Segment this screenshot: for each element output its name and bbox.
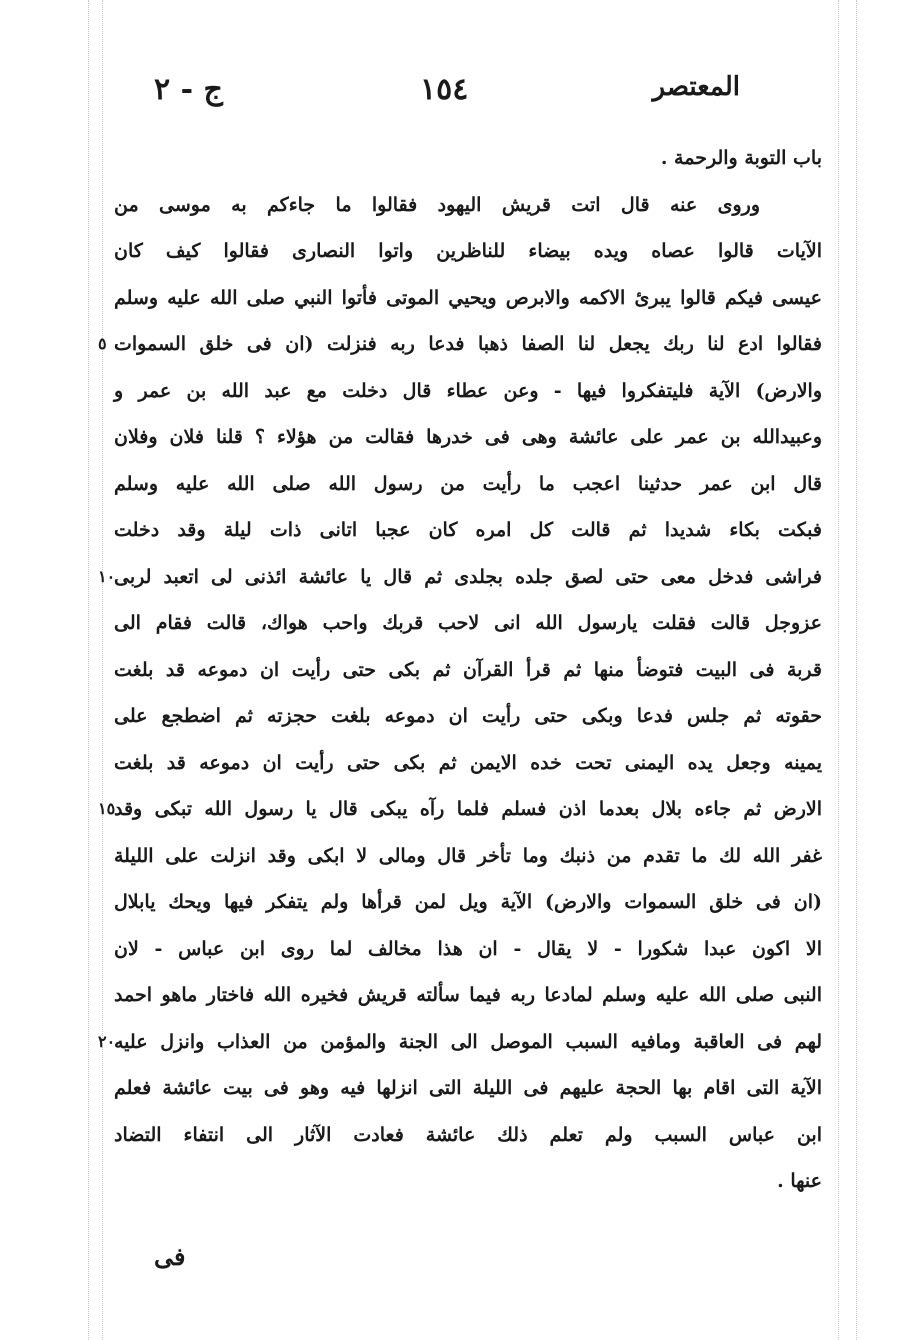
text-line <box>110 275 850 322</box>
text-line <box>110 879 850 926</box>
line-text: قال ابن عمر حدثينا اعجب ما رأيت من رسول الله صلى الله عليه وسلم <box>114 472 822 495</box>
catchword: فى <box>154 1242 186 1271</box>
text-line <box>110 693 850 740</box>
text-line <box>110 461 850 508</box>
scan-line <box>88 0 89 1340</box>
line-text: الا اكون عبدا شكورا - لا يقال - ان هذا مخالف لما روى ابن عباس - لان <box>114 937 822 960</box>
line-number-marker: ١٠ <box>98 566 116 586</box>
body-text <box>98 135 850 1205</box>
text-line <box>110 926 850 973</box>
line-text: فراشى فدخل معى حتى لصق جلده بجلدى ثم قال يا عائشة ائذنى لى اتعبد لربى <box>114 565 822 588</box>
line-text: عزوجل قالت فقلت يارسول الله انى لاحب قربك واحب هواك، قالت فقام الى <box>114 612 822 634</box>
line-text: عنها . <box>777 1170 822 1192</box>
line-text: وروى عنه قال اتت قريش اليهود فقالوا ما جاءكم به موسى من <box>114 193 760 216</box>
line-text: فبكت بكاء شديدا ثم قالت كل امره كان عجبا اتانى ذات ليلة وقد دخلت <box>114 519 822 541</box>
line-text: يمينه وجعل يده اليمنى تحت خده الايمن ثم بكى حتى رأيت ان دموعه قد بلغت <box>114 751 822 774</box>
line-text: الآية التى اقام بها الحجة عليهم فى الليلة التى انزلها فيه وهو فى بيت عائشة فعلم <box>114 1077 822 1099</box>
text-line <box>110 647 850 694</box>
line-text: الآيات قالوا عصاه ويده بيضاء للناظرين واتوا النصارى فقالوا كيف كان <box>114 240 822 262</box>
text-line <box>110 600 850 647</box>
line-text: حقوته ثم جلس فدعا وبكى حتى رأيت ان دموعه بلغت حجزته ثم اضطجع على <box>114 705 822 727</box>
line-text: (ان فى خلق السموات والارض) الآية ويل لمن قرأها ولم يتفكر فيها ويحك يابلال <box>114 891 822 913</box>
line-text: غفر الله لك ما تقدم من ذنبك وما تأخر قال ومالى لا ابكى وقد انزلت على الليلة <box>114 844 822 867</box>
text-line <box>98 554 850 601</box>
text-line <box>110 135 850 182</box>
text-line <box>98 1019 850 1066</box>
line-text: باب التوبة والرحمة . <box>660 147 822 169</box>
scan-line <box>856 0 857 1340</box>
line-text: النبى صلى الله عليه وسلم لمادعا ربه فيما سألته قريش فخيره الله فاختار ماهو احمد <box>114 984 822 1006</box>
line-text: عيسى فيكم قالوا يبرئ الاكمه والابرص ويحيي الموتى فأتوا النبي صلى الله عليه وسلم <box>114 286 822 309</box>
line-number-marker: ٢٠ <box>98 1031 116 1051</box>
line-text: الارض ثم جاءه بلال بعدما اذن فسلم فلما رآه يبكى قال يا رسول الله تبكى وقد <box>114 798 822 820</box>
book-title: المعتصر <box>652 72 740 102</box>
text-line <box>110 1065 850 1112</box>
text-line <box>110 368 850 415</box>
line-text: فقالوا ادع لنا ربك يجعل لنا الصفا ذهبا فدعا ربه فنزلت (ان فى خلق السموات <box>114 333 822 355</box>
text-line <box>98 786 850 833</box>
text-line <box>110 507 850 554</box>
line-text: قربة فى البيت فتوضأ منها ثم قرأ القرآن ثم بكى حتى رأيت ان دموعه قد بلغت <box>114 658 822 681</box>
page-header <box>140 72 740 122</box>
line-text: وعبيدالله بن عمر على عائشة وهى فى خدرها فقالت من هؤلاء ؟ قلنا فلان وفلان <box>114 426 822 448</box>
line-number-marker: ٥ <box>98 334 107 353</box>
text-line <box>110 972 850 1019</box>
text-line <box>98 321 850 368</box>
line-text: والارض) الآية فليتفكروا فيها - وعن عطاء قال دخلت مع عبد الله بن عمر و <box>114 379 822 402</box>
text-line <box>110 833 850 880</box>
text-line <box>110 182 850 229</box>
line-text: لهم فى العاقبة ومافيه السبب الموصل الى الجنة والمؤمن من العذاب وانزل عليه <box>114 1030 822 1053</box>
text-line <box>110 1112 850 1159</box>
volume-label: ج - ٢ <box>154 72 223 107</box>
text-line <box>110 740 850 787</box>
text-line <box>110 228 850 275</box>
page-number: ١٥٤ <box>420 72 469 107</box>
text-line <box>110 414 850 461</box>
scan-line <box>102 0 103 1340</box>
line-text: ابن عباس السبب ولم تعلم ذلك عائشة فعادت الآثار الى انتفاء التضاد <box>114 1123 822 1146</box>
text-line <box>110 1158 850 1205</box>
line-number-marker: ١٥ <box>98 799 116 818</box>
